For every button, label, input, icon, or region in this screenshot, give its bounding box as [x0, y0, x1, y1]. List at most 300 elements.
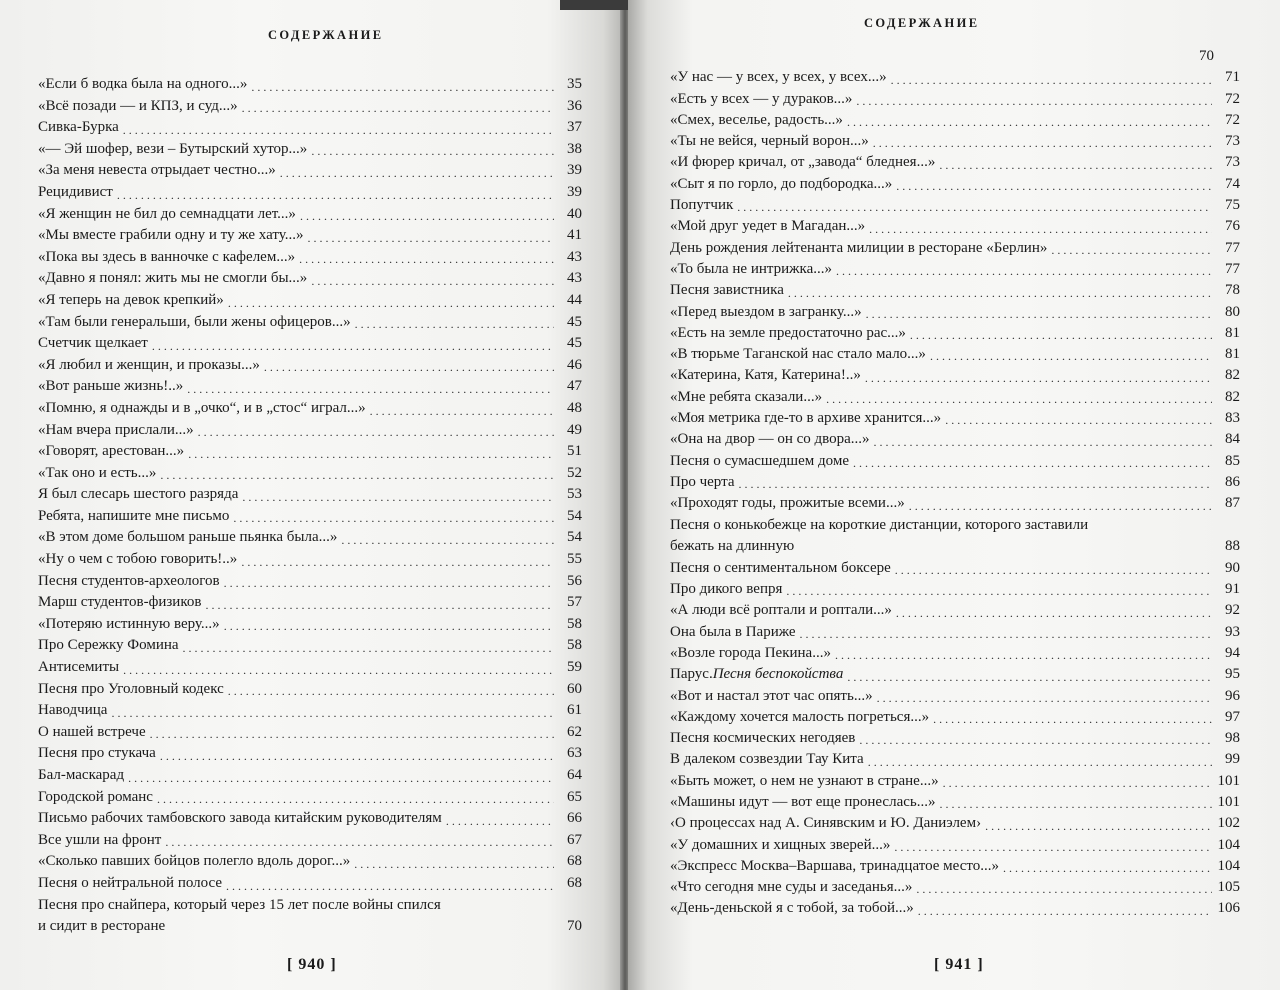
entry-page-number: 73	[1225, 154, 1240, 171]
toc-entry	[670, 323, 1240, 344]
entry-page-number: 39	[567, 162, 582, 179]
toc-entry	[670, 89, 1240, 110]
entry-title: «Быть может, о нем не узнают в стране...»	[670, 772, 939, 789]
toc-entry	[670, 131, 1240, 152]
dot-leader	[341, 531, 554, 549]
dot-leader	[198, 423, 554, 441]
dot-leader	[866, 305, 1212, 323]
dot-leader	[188, 445, 554, 463]
entry-title: «Я любил и женщин, и проказы...»	[38, 356, 260, 373]
entry-page-number: 46	[567, 356, 582, 373]
entry-title: «Каждому хочется малость погреться...»	[670, 708, 930, 725]
dot-leader	[123, 661, 554, 679]
entry-page-number: 86	[1225, 473, 1240, 490]
toc-entry	[38, 441, 582, 463]
toc-entry	[38, 312, 582, 334]
toc-entry	[670, 558, 1240, 579]
entry-title: «Давно я понял: жить мы не смогли бы...»	[38, 270, 308, 287]
toc-entry	[670, 451, 1240, 472]
toc-entry	[38, 139, 582, 161]
entry-page-number: 54	[567, 507, 582, 524]
toc-entry	[670, 67, 1240, 88]
dot-leader	[916, 880, 1212, 898]
dot-leader	[910, 326, 1212, 344]
entry-page-number: 81	[1225, 324, 1240, 341]
dot-leader	[930, 347, 1212, 365]
entry-page-number: 68	[567, 874, 582, 891]
entry-page-number: 81	[1225, 346, 1240, 363]
dot-leader	[228, 682, 554, 700]
entry-page-number: 91	[1225, 581, 1240, 598]
entry-page-number: 41	[567, 227, 582, 244]
toc-entry	[670, 280, 1240, 301]
entry-title: Попутчик	[670, 197, 734, 214]
dot-leader	[933, 710, 1212, 728]
entry-page-number: 68	[567, 853, 582, 870]
entry-title: «Сколько павших бойцов полегло вдоль дорог...»	[38, 853, 351, 870]
dot-leader	[945, 411, 1212, 429]
entry-title: «Возле города Пекина...»	[670, 644, 831, 661]
entry-title: «— Эй шофер, вези – Бутырский хутор...»	[38, 140, 308, 157]
dot-leader	[187, 380, 554, 398]
toc-entry	[38, 160, 582, 182]
entry-page-number: 66	[567, 810, 582, 827]
entry-title: «У домашних и хищных зверей...»	[670, 836, 891, 853]
entry-page-number: 106	[1217, 900, 1240, 917]
entry-page-number: 35	[567, 76, 582, 92]
toc-entry	[38, 117, 582, 139]
entry-page-number: 90	[1225, 559, 1240, 576]
entry-title-line1: Песня о конькобежце на короткие дистанции, которого заставили	[670, 516, 1089, 533]
toc-entry	[670, 622, 1240, 643]
toc-entry	[38, 895, 582, 938]
dot-leader	[160, 747, 554, 765]
dot-leader	[786, 582, 1212, 600]
entry-title: Песня о сентиментальном боксере	[670, 559, 891, 576]
entry-title-line2: и сидит в ресторане	[38, 918, 166, 935]
toc-entry	[670, 898, 1240, 919]
toc-entry	[670, 344, 1240, 365]
toc-entry	[38, 420, 582, 442]
entry-title: Антисемиты	[38, 659, 120, 676]
entry-title: «Потеряю истинную веру...»	[38, 615, 220, 632]
toc-entry	[670, 707, 1240, 728]
dot-leader	[874, 433, 1212, 451]
toc-entry	[38, 614, 582, 636]
entry-page-number: 58	[567, 637, 582, 654]
toc-list	[38, 74, 582, 938]
dot-leader	[307, 229, 554, 247]
entry-page-number: 85	[1225, 452, 1240, 469]
entry-title: «Пока вы здесь в ванночке с кафелем...»	[38, 248, 296, 265]
entry-page-number: 75	[1225, 197, 1240, 214]
toc-entry	[38, 463, 582, 485]
toc-entry	[38, 268, 582, 290]
dot-leader	[228, 294, 554, 312]
entry-title: «В этом доме большом раньше пьянка была...»	[38, 529, 338, 546]
entry-title: «Перед выездом в загранку...»	[670, 303, 862, 320]
entry-title: «Моя метрика где-то в архиве хранится...»	[670, 410, 942, 427]
dot-leader	[311, 272, 554, 290]
entry-page-number: 52	[567, 464, 582, 481]
toc-entry	[38, 247, 582, 269]
entry-page-number: 40	[567, 205, 582, 222]
left-page	[0, 0, 622, 990]
entry-page-number: 101	[1217, 793, 1240, 810]
entry-page-number: 47	[567, 378, 582, 395]
dot-leader	[909, 497, 1212, 515]
toc-list	[670, 46, 1240, 920]
entry-page-number: 56	[567, 572, 582, 589]
toc-entry	[38, 635, 582, 657]
entry-page-number: 67	[567, 831, 582, 848]
entry-page-number: 54	[567, 529, 582, 546]
dot-leader	[896, 177, 1212, 195]
entry-page-number: 92	[1225, 602, 1240, 619]
entry-title: «Помню, я однажды и в „очко“, и в „стос“ играл...»	[38, 399, 366, 416]
toc-entry	[670, 856, 1240, 877]
entry-page-number: 39	[567, 183, 582, 200]
dot-leader	[242, 488, 554, 506]
toc-entry	[670, 472, 1240, 493]
entry-page-number: 53	[567, 486, 582, 503]
entry-page-number: 98	[1225, 730, 1240, 747]
entry-title: Песня студентов-археологов	[38, 572, 220, 589]
entry-page-number: 72	[1225, 111, 1240, 128]
toc-entry	[38, 851, 582, 873]
entry-page-number: 80	[1225, 303, 1240, 320]
toc-entry	[38, 571, 582, 593]
entry-title: Наводчица	[38, 702, 108, 719]
dot-leader	[311, 142, 554, 160]
entry-title: «За меня невеста отрыдает честно...»	[38, 162, 276, 179]
right-page	[628, 0, 1280, 990]
entry-title: «В тюрьме Таганской нас стало мало...»	[670, 346, 926, 363]
entry-title: Письмо рабочих тамбовского завода китайским руководителям	[38, 810, 442, 827]
dot-leader	[896, 604, 1212, 622]
entry-page-number: 70	[1199, 48, 1214, 64]
dot-leader	[1051, 241, 1212, 259]
toc-entry	[670, 664, 1240, 685]
toc-entry	[38, 74, 582, 96]
entry-page-number: 82	[1225, 367, 1240, 384]
toc-entry	[670, 749, 1240, 770]
dot-leader	[873, 134, 1212, 152]
entry-title: Песня космических негодяев	[670, 730, 856, 747]
entry-title: Про черта	[670, 473, 735, 490]
toc-entry	[670, 302, 1240, 323]
toc-entry	[38, 830, 582, 852]
dot-leader	[117, 186, 554, 204]
dot-leader	[985, 817, 1212, 835]
entry-page-number: 36	[567, 97, 582, 114]
entry-title: О нашей встрече	[38, 723, 146, 740]
entry-page-number: 88	[1225, 538, 1240, 555]
entry-page-number: 51	[567, 443, 582, 460]
dot-leader	[800, 625, 1212, 643]
dot-leader	[895, 561, 1212, 579]
entry-title: Песня о сумасшедшем доме	[670, 452, 850, 469]
entry-title: Все ушли на фронт	[38, 831, 162, 848]
entry-title: «Если б водка была на одного...»	[38, 76, 248, 92]
dot-leader	[128, 769, 554, 787]
entry-title: Парус.	[670, 666, 713, 683]
entry-page-number: 82	[1225, 388, 1240, 405]
entry-page-number: 48	[567, 399, 582, 416]
toc-entry	[670, 579, 1240, 600]
dot-leader	[1003, 859, 1212, 877]
toc-entry	[38, 765, 582, 787]
entry-page-number: 104	[1217, 857, 1240, 874]
entry-title: Марш студентов-физиков	[38, 594, 202, 611]
page-number: [ 940 ]	[287, 956, 337, 973]
dot-leader	[918, 902, 1212, 920]
entry-title: «Мне ребята сказали...»	[670, 388, 823, 405]
dot-leader	[868, 753, 1212, 771]
toc-entry	[38, 722, 582, 744]
entry-page-number: 101	[1217, 772, 1240, 789]
dot-leader	[111, 704, 554, 722]
entry-title: Про Сережку Фомина	[38, 637, 179, 654]
entry-title-line2: бежать на длинную	[670, 538, 795, 555]
entry-page-number: 64	[567, 767, 582, 783]
dot-leader	[224, 574, 554, 592]
toc-entry	[38, 592, 582, 614]
toc-entry	[670, 813, 1240, 834]
entry-title: «И фюрер кричал, от „завода“ бледнея...»	[670, 154, 936, 171]
entry-page-number: 45	[567, 335, 582, 352]
toc-entry	[670, 110, 1240, 131]
entry-page-number: 60	[567, 680, 582, 697]
toc-entry	[670, 493, 1240, 514]
entry-title: «Там были генеральши, были жены офицеров...»	[38, 313, 351, 330]
toc-entry	[670, 429, 1240, 450]
entry-page-number: 97	[1225, 708, 1240, 725]
dot-leader	[939, 156, 1212, 174]
entry-title: «Проходят годы, прожитые всеми...»	[670, 495, 905, 512]
entry-title: Бал-маскарад	[38, 767, 125, 783]
entry-page-number: 61	[567, 702, 582, 719]
dot-leader	[150, 725, 554, 743]
toc-entry	[670, 771, 1240, 792]
dot-leader	[355, 315, 554, 333]
toc-entry	[670, 643, 1240, 664]
entry-title: «То была не интрижка...»	[670, 260, 832, 277]
entry-title: «Мой друг уедет в Магадан...»	[670, 218, 866, 235]
entry-page-number: 95	[1225, 666, 1240, 683]
entry-page-number: 93	[1225, 623, 1240, 640]
entry-title: «Смех, веселье, радость...»	[670, 111, 843, 128]
entry-page-number: 73	[1225, 133, 1240, 150]
toc-entry	[38, 700, 582, 722]
toc-entry	[670, 515, 1240, 558]
dot-leader	[152, 337, 554, 355]
entry-title: Счетчик щелкает	[38, 335, 148, 352]
toc-entry	[38, 787, 582, 809]
toc-entry	[38, 398, 582, 420]
dot-leader	[280, 164, 554, 182]
entry-page-number: 37	[567, 119, 582, 136]
dot-leader	[943, 774, 1212, 792]
entry-title: «Я женщин не бил до семнадцати лет...»	[38, 205, 296, 222]
entry-title: Я был слесарь шестого разряда	[38, 486, 239, 503]
toc-entry	[38, 204, 582, 226]
entry-title: «Катерина, Катя, Катерина!..»	[670, 367, 861, 384]
dot-leader	[865, 369, 1212, 387]
entry-page-number: 59	[567, 659, 582, 676]
entry-page-number: 76	[1225, 218, 1240, 235]
entry-page-number: 43	[567, 270, 582, 287]
toc-entry	[670, 728, 1240, 749]
dot-leader	[877, 689, 1212, 707]
running-head: СОДЕРЖАНИЕ	[268, 28, 384, 42]
entry-title: «Сыт я по горло, до подбородка...»	[670, 175, 893, 192]
entry-page-number: 105	[1217, 879, 1240, 896]
dot-leader	[264, 358, 554, 376]
dot-leader	[847, 668, 1212, 686]
entry-title: «День-деньской я с тобой, за тобой...»	[670, 900, 914, 917]
entry-page-number: 63	[567, 745, 582, 762]
entry-title: «Есть на земле предостаточно рас...»	[670, 324, 906, 341]
toc-entry	[670, 835, 1240, 856]
entry-title: «Экспресс Москва–Варшава, тринадцатое место...»	[670, 857, 999, 874]
entry-title: Песня о нейтральной полосе	[38, 874, 223, 891]
toc-entry	[670, 152, 1240, 173]
entry-title: «Вот раньше жизнь!..»	[38, 378, 184, 395]
toc-entry	[38, 182, 582, 204]
entry-title: В далеком созвездии Тау Кита	[670, 751, 864, 768]
entry-title: Сивка-Бурка	[38, 119, 119, 136]
entry-page-number: 49	[567, 421, 582, 438]
dot-leader	[826, 390, 1212, 408]
entry-page-number: 58	[567, 615, 582, 632]
dot-leader	[859, 731, 1212, 749]
toc-entry	[670, 365, 1240, 386]
entry-page-number: 84	[1225, 431, 1240, 448]
entry-page-number: 57	[567, 594, 582, 611]
toc-entry	[38, 657, 582, 679]
entry-title: ‹О процессах над А. Синявским и Ю. Даниэлем›	[670, 815, 982, 832]
entry-title: «Всё позади — и КПЗ, и суд...»	[38, 97, 238, 114]
dot-leader	[856, 92, 1212, 110]
entry-page-number: 78	[1225, 282, 1240, 299]
entry-title: «Ну о чем с тобою говорить!..»	[38, 551, 238, 568]
entry-title-line1: Песня про снайпера, который через 15 лет после войны спился	[38, 896, 441, 913]
entry-title: Ребята, напишите мне письмо	[38, 507, 230, 524]
toc-entry	[670, 259, 1240, 280]
entry-page-number: 74	[1225, 175, 1240, 192]
toc-entry	[38, 96, 582, 118]
entry-title: Рецидивист	[38, 183, 113, 200]
dot-leader	[241, 553, 554, 571]
entry-page-number: 65	[567, 788, 582, 805]
toc-entry	[38, 333, 582, 355]
toc-entry	[38, 290, 582, 312]
dot-leader	[123, 121, 554, 139]
entry-page-number: 87	[1225, 495, 1240, 512]
entry-page-number: 72	[1225, 90, 1240, 107]
entry-title: «Говорят, арестован...»	[38, 443, 185, 460]
toc-entry	[38, 743, 582, 765]
dot-leader	[165, 833, 554, 851]
toc-entry	[38, 355, 582, 377]
entry-page-number: 62	[567, 723, 582, 740]
dot-leader	[160, 466, 554, 484]
toc-entry	[670, 195, 1240, 216]
dot-leader	[847, 113, 1212, 131]
entry-page-number: 45	[567, 313, 582, 330]
dot-leader	[788, 284, 1212, 302]
entry-title: Песня завистника	[670, 282, 784, 299]
dot-leader	[853, 454, 1212, 472]
dot-leader	[299, 250, 554, 268]
dot-leader	[233, 509, 554, 527]
dot-leader	[894, 838, 1212, 856]
toc-entry	[670, 877, 1240, 898]
dot-leader	[251, 78, 554, 96]
toc-entry	[38, 376, 582, 398]
entry-page-number: 102	[1217, 815, 1240, 832]
dot-leader	[869, 220, 1212, 238]
entry-page-number: 70	[567, 918, 582, 935]
dot-leader	[157, 790, 554, 808]
entry-title: «Вот и настал этот час опять...»	[670, 687, 873, 704]
entry-title: «Есть у всех — у дураков...»	[670, 90, 853, 107]
toc-entry	[670, 408, 1240, 429]
toc-entry	[38, 225, 582, 247]
toc-entry	[38, 873, 582, 895]
entry-title: Песня про Уголовный кодекс	[38, 680, 224, 697]
entry-page-number: 38	[567, 140, 582, 157]
dot-leader	[300, 207, 554, 225]
entry-page-number: 96	[1225, 687, 1240, 704]
entry-title: «У нас — у всех, у всех, у всех...»	[670, 69, 887, 86]
entry-title: «Нам вчера прислали...»	[38, 421, 194, 438]
toc-entry	[38, 679, 582, 701]
entry-page-number: 77	[1225, 260, 1240, 277]
dot-leader	[835, 646, 1212, 664]
dot-leader	[939, 795, 1212, 813]
entry-title: «Что сегодня мне суды и заседанья...»	[670, 879, 913, 896]
toc-entry	[670, 174, 1240, 195]
toc-entry-continued	[670, 46, 1240, 67]
entry-title: Про дикого вепря	[670, 581, 783, 598]
entry-page-number: 94	[1225, 644, 1240, 661]
entry-title: «Машины идут — вот еще пронеслась...»	[670, 793, 936, 810]
entry-title: «А люди всё роптали и роптали...»	[670, 602, 892, 619]
entry-title: «Мы вместе грабили одну и ту же хату...»	[38, 227, 304, 244]
entry-title: Городской романс	[38, 788, 153, 805]
toc-entry	[670, 387, 1240, 408]
entry-page-number: 55	[567, 551, 582, 568]
page-number: [ 941 ]	[934, 956, 984, 973]
entry-subtitle: Песня беспокойства	[712, 666, 844, 683]
toc-entry	[38, 549, 582, 571]
toc-entry	[670, 238, 1240, 259]
entry-title: «Я теперь на девок крепкий»	[38, 291, 224, 308]
dot-leader	[737, 198, 1212, 216]
toc-entry	[670, 600, 1240, 621]
entry-title: «Она на двор — он со двора...»	[670, 431, 870, 448]
dot-leader	[205, 596, 554, 614]
entry-page-number: 104	[1217, 836, 1240, 853]
entry-title: «Так оно и есть...»	[38, 464, 157, 481]
dot-leader	[446, 812, 554, 830]
entry-page-number: 71	[1225, 69, 1240, 86]
entry-title: «Ты не вейся, черный ворон...»	[670, 133, 869, 150]
dot-leader	[738, 475, 1212, 493]
dot-leader	[370, 402, 554, 420]
